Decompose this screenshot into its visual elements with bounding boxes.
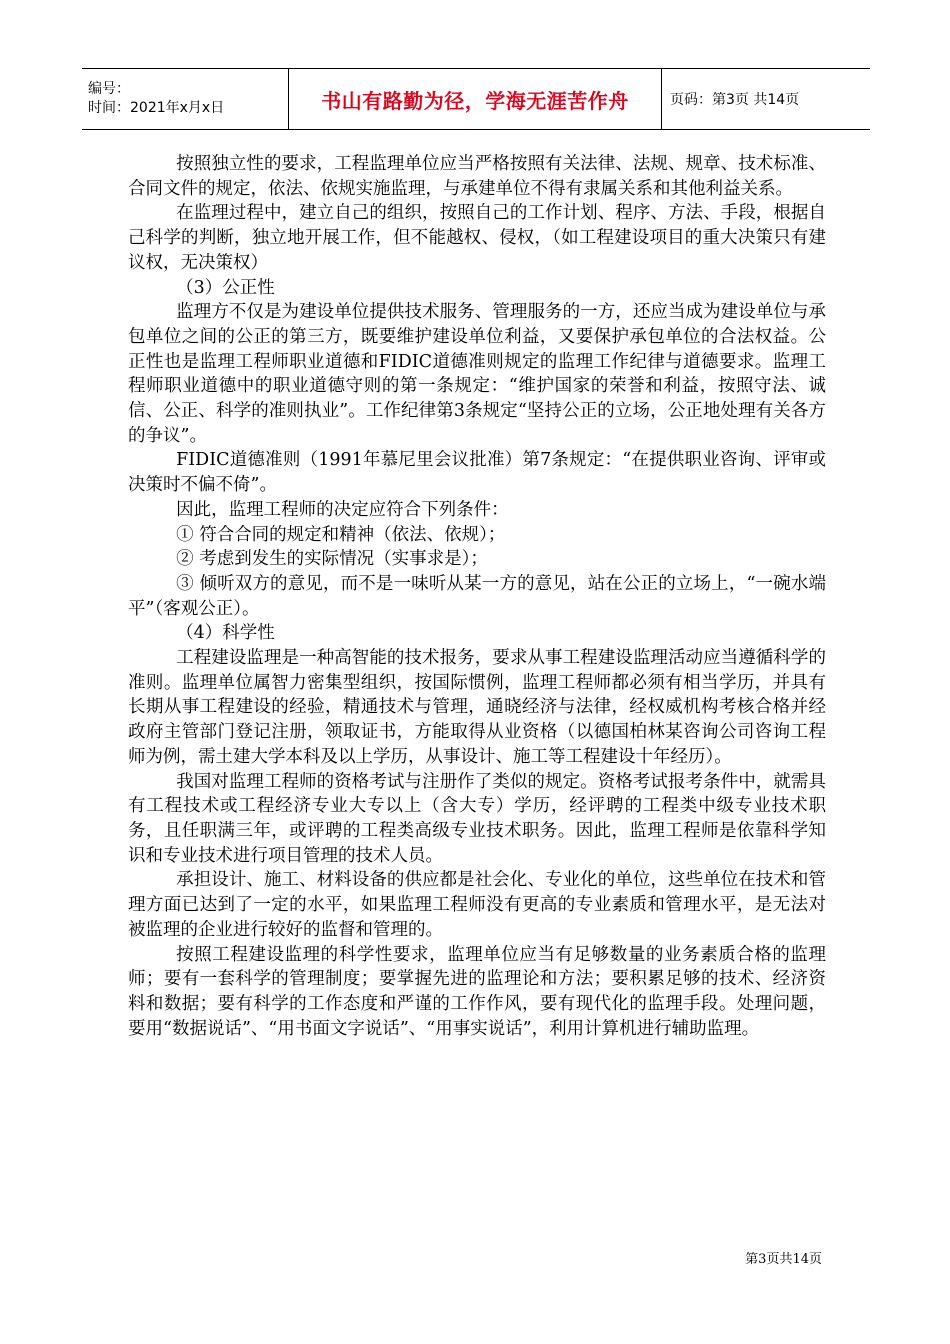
document-date-label: 时间：2021年x月x日 xyxy=(88,100,225,116)
paragraph: FIDIC道德准则（1991年慕尼里会议批准）第7条规定：“在提供职业咨询、评审或决策时不偏不倚”。 xyxy=(128,450,826,496)
page-header xyxy=(82,68,870,130)
paragraph: 按照工程建设监理的科学性要求，监理单位应当有足够数量的业务素质合格的监理师；要有一套科学的管理制度；要掌握先进的监理论和方法；要积累足够的技术、经济资料和数据；要有科学的工作态度和严谨的工作作风，要有现代化的监理手段。处理问题，要用“数据说话”、“用书面文字说话”、“用事实说话”，利用计算机进行辅助监理。 xyxy=(128,944,826,1039)
paragraph: 承担设计、施工、材料设备的供应都是社会化、专业化的单位，这些单位在技术和管理方面已达到了一定的水平，如果监理工程师没有更高的专业素质和管理水平，是无法对被监理的企业进行较好的监督和管理的。 xyxy=(128,870,826,940)
page-footer: 第3页共14页 xyxy=(745,1252,822,1267)
header-motto: 书山有路勤为径，学海无涯苦作舟 xyxy=(289,69,662,130)
section-heading-fairness: （3）公正性 xyxy=(176,277,275,298)
document-number-label: 编号： xyxy=(88,81,130,97)
paragraph: 工程建设监理是一种高智能的技术报务，要求从事工程建设监理活动应当遵循科学的准则。监理单位属智力密集型组织，按国际惯例，监理工程师都必须有相当学历，并具有长期从事工程建设的经验，精通技术与管理，通晓经济与法律，经权威机构考核合格并经政府主管部门登记注册，领取证书，方能取得从业资格（以德国柏林某咨询公司咨询工程师为例，需土建大学本科及以上学历，从事设计、施工等工程建设十年经历）。 xyxy=(128,648,826,767)
list-item: ② 考虑到发生的实际情况（实事求是）； xyxy=(176,549,488,570)
header-meta xyxy=(82,69,289,130)
paragraph: 因此，监理工程师的决定应符合下列条件： xyxy=(176,499,509,520)
section-heading-science: （4）科学性 xyxy=(176,623,275,644)
paragraph: 按照独立性的要求，工程监理单位应当严格按照有关法律、法规、规章、技术标准、合同文件的规定，依法、依规实施监理，与承建单位不得有隶属关系和其他利益关系。 xyxy=(128,154,826,199)
paragraph: 我国对监理工程师的资格考试与注册作了类似的规定。资格考试报考条件中，就需具有工程技术或工程经济专业大专以上（含大专）学历，经评聘的工程类中级专业技术职务，且任职满三年，或评聘的工程类高级专业技术职务。因此，监理工程师是依靠科学知识和专业技术进行项目管理的技术人员。 xyxy=(128,771,826,866)
paragraph: 在监理过程中，建立自己的组织，按照自己的工作计划、程序、方法、手段，根据自己科学的判断，独立地开展工作，但不能越权、侵权，（如工程建设项目的重大决策只有建议权，无决策权） xyxy=(128,203,826,273)
paragraph: 监理方不仅是为建设单位提供技术服务、管理服务的一方，还应当成为建设单位与承包单位之间的公正的第三方，既要维护建设单位利益，又要保护承包单位的合法权益。公正性也是监理工程师职业道德和FIDIC道德准则规定的监理工作纪律与道德要求。监理工程师职业道德中的职业道德守则的第一条规定：“维护国家的荣誉和利益，按照守法、诚信、公正、科学的准则执业”。工作纪律第3条规定“坚持公正的立场，公正地处理有关各方的争议”。 xyxy=(128,302,826,446)
list-item: ③ 倾听双方的意见，而不是一味听从某一方的意见，站在公正的立场上，“一碗水端平”（客观公正）。 xyxy=(128,573,826,619)
document-body xyxy=(128,152,826,1041)
list-item: ① 符合合同的规定和精神（依法、依规）； xyxy=(176,524,506,545)
header-page-number: 页码：第3页 共14页 xyxy=(662,69,871,130)
